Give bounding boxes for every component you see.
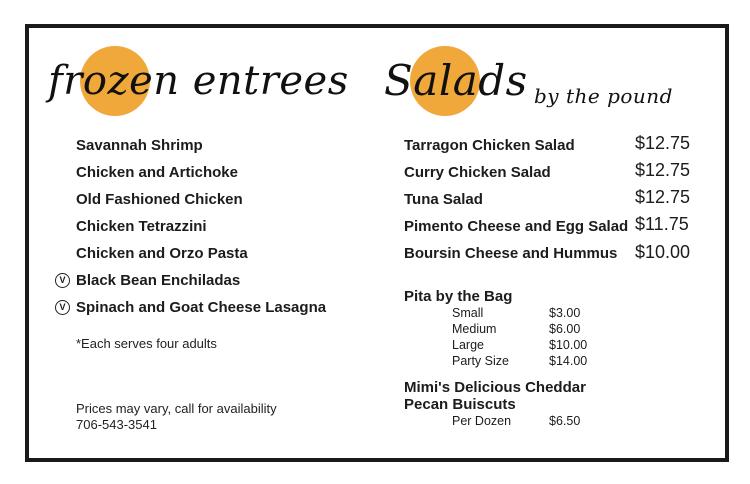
frozen-entrees-title: frozen entrees [48,58,349,104]
phone-number: 706-543-3541 [76,417,157,432]
salads-title: Salads [384,56,528,105]
pita-price: $3.00 [549,306,581,320]
vegetarian-icon: V [55,300,70,315]
entree-item: Black Bean Enchiladas [76,272,241,289]
serving-footnote: *Each serves four adults [76,336,217,351]
entree-item: Chicken Tetrazzini [76,218,207,235]
pita-size: Small [452,306,484,320]
pita-size: Large [452,338,484,352]
salad-price: $12.75 [635,187,691,207]
vegetarian-icon: V [55,273,70,288]
entree-item: Spinach and Goat Cheese Lasagna [76,299,327,316]
salad-item: Pimento Cheese and Egg Salad [404,218,629,235]
salad-price: $12.75 [635,133,691,153]
salad-item: Tuna Salad [404,191,483,208]
salad-price: $12.75 [635,160,691,180]
prices-note: Prices may vary, call for availability [76,401,277,416]
entree-item: Chicken and Orzo Pasta [76,245,248,262]
salads-subtitle: by the pound [534,84,673,108]
biscuits-unit: Per Dozen [452,414,512,428]
pita-price: $6.00 [549,322,581,336]
biscuits-price: $6.50 [549,414,581,428]
entree-item: Old Fashioned Chicken [76,191,243,208]
biscuits-heading: Mimi's Delicious Cheddar [404,379,586,396]
pita-price: $10.00 [549,338,588,352]
entree-item: Savannah Shrimp [76,137,203,154]
biscuits-heading: Pecan Buiscuts [404,396,516,413]
pita-size: Medium [452,322,497,336]
salad-item: Curry Chicken Salad [404,164,551,181]
pita-price: $14.00 [549,354,588,368]
salad-price: $10.00 [635,242,691,262]
entree-item: Chicken and Artichoke [76,164,238,181]
pita-size: Party Size [452,354,509,368]
pita-heading: Pita by the Bag [404,288,513,305]
salad-item: Tarragon Chicken Salad [404,137,575,154]
salad-price: $11.75 [635,214,689,234]
salad-item: Boursin Cheese and Hummus [404,245,618,262]
